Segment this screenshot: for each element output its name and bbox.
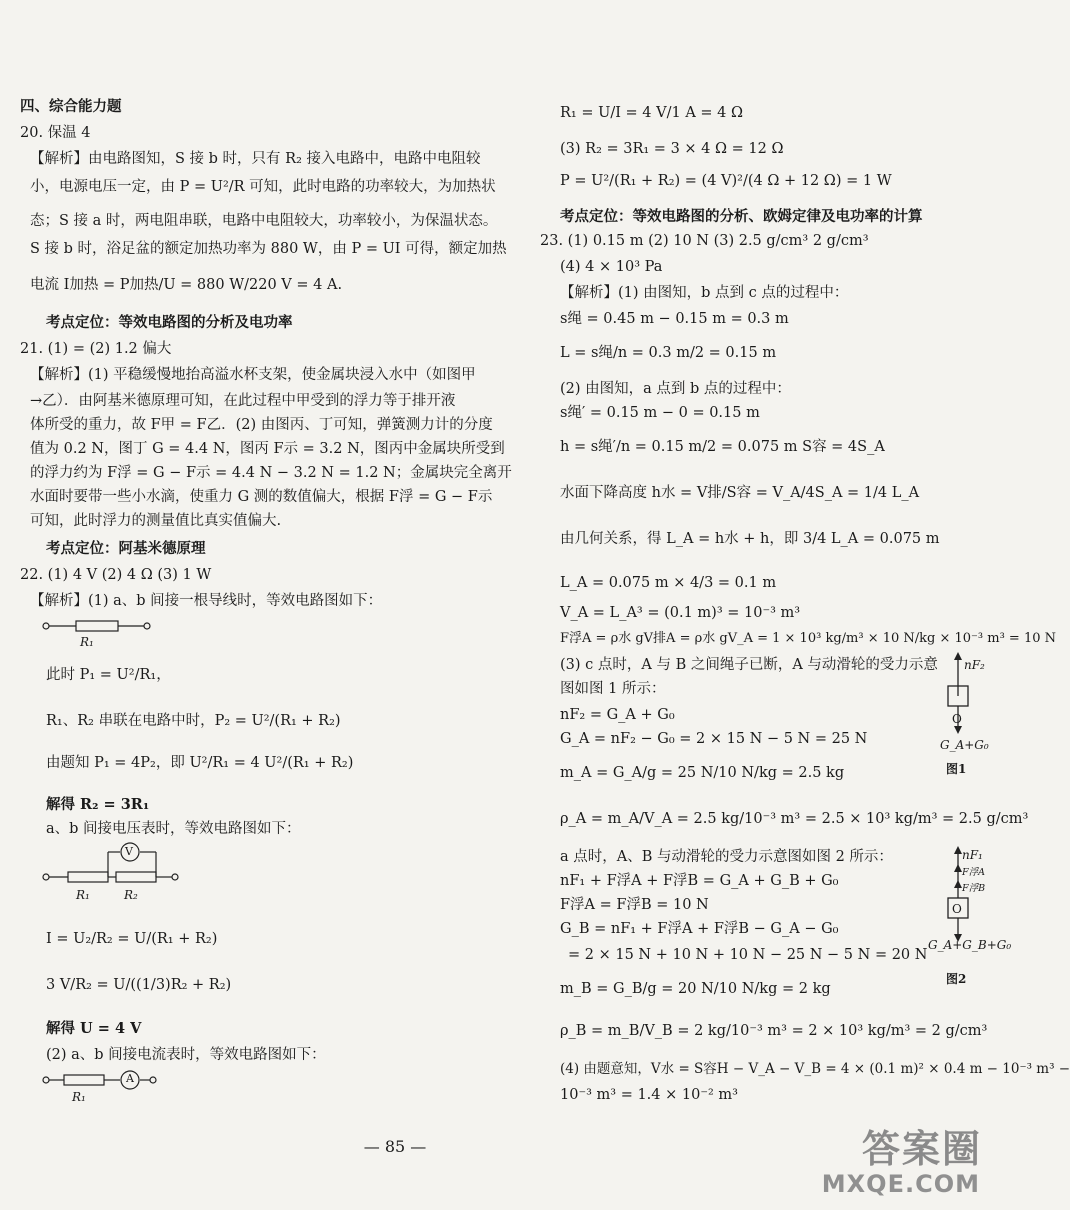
section-heading: 四、综合能力题 [20,98,122,115]
analysis-22-line-1: 【解析】(1) a、b 间接一根导线时，等效电路图如下： [30,593,383,609]
analysis-22-line-8: 3 V/R₂ = U/((1/3)R₂ + R₂) [46,977,232,993]
ammeter-label: A [126,1072,134,1085]
analysis-23-line-21: G_B = nF₁ + F浮A + F浮B − G_A − G₀ [560,921,839,937]
circuit-diagram-voltmeter [40,842,190,892]
answer-22: 22. (1) 4 V (2) 4 Ω (3) 1 W [20,567,212,583]
fig1-box-label: O [952,712,962,726]
calc-r2: (3) R₂ = 3R₁ = 3 × 4 Ω = 12 Ω [560,141,784,157]
analysis-23-line-6: h = s绳′/n = 0.15 m/2 = 0.075 m S容 = 4S_A [560,439,885,455]
analysis-23-line-10: V_A = L_A³ = (0.1 m)³ = 10⁻³ m³ [560,605,801,621]
fig2-box-label: O [952,902,962,916]
analysis-23-line-16: m_A = G_A/g = 25 N/10 N/kg = 2.5 kg [560,765,845,781]
watermark-logo: 答案圈 [861,1127,982,1171]
analysis-23-line-15: G_A = nF₂ − G₀ = 2 × 15 N − 5 N = 25 N [560,731,868,747]
circuit-diagram-ammeter [40,1068,190,1098]
analysis-21-line-1: 【解析】(1) 平稳缓慢地抬高溢水杯支架，使金属块浸入水中（如图甲 [30,367,476,383]
fig1-top-force: nF₂ [964,658,985,672]
analysis-22-line-2: 此时 P₁ = U²/R₁， [46,667,171,683]
analysis-23-line-18: a 点时，A、B 与动滑轮的受力示意图如图 2 所示： [560,849,893,865]
analysis-22-line-7: I = U₂/R₂ = U/(R₁ + R₂) [46,931,218,947]
voltmeter-label: V [125,845,133,858]
fig2-caption: 图2 [946,972,967,986]
calc-power: P = U²/(R₁ + R₂) = (4 V)²/(4 Ω + 12 Ω) = 1 W [560,173,892,189]
circuit-3-label: R₁ [72,1090,86,1104]
analysis-22-line-5: 解得 R₂ = 3R₁ [46,796,150,813]
topic-22: 考点定位：等效电路图的分析、欧姆定律及电功率的计算 [560,208,923,225]
analysis-21-line-2: →乙）．由阿基米德原理可知，在此过程中甲受到的浮力等于排开液 [30,393,456,409]
analysis-23-line-2: s绳 = 0.45 m − 0.15 m = 0.3 m [560,311,789,327]
analysis-23-line-19: nF₁ + F浮A + F浮B = G_A + G_B + G₀ [560,873,839,889]
fig1-bottom-force: G_A+G₀ [940,738,989,752]
analysis-23-line-11: F浮A = ρ水 gV排A = ρ水 gV_A = 1 × 10³ kg/m³ × 10 N/kg × 10⁻³ m³ = 10 N [560,631,1056,646]
analysis-20-line-2: 小，电源电压一定，由 P = U²/R 可知，此时电路的功率较大，为加热状 [30,179,496,195]
analysis-23-line-4: (2) 由图知，a 点到 b 点的过程中： [560,381,791,397]
analysis-23-line-14: nF₂ = G_A + G₀ [560,707,675,723]
analysis-21-line-3: 体所受的重力，故 F甲 = F乙．(2) 由图丙、丁可知，弹簧测力计的分度 [30,417,493,433]
analysis-21-line-5: 的浮力约为 F浮 = G − F示 = 4.4 N − 3.2 N = 1.2 N；金属块完全离开 [30,465,512,481]
analysis-22-line-4: 由题知 P₁ = 4P₂，即 U²/R₁ = 4 U²/(R₁ + R₂) [46,755,354,771]
answer-23-4: (4) 4 × 10³ Pa [560,259,663,275]
analysis-21-line-6: 水面时要带一些小水滴，使重力 G 测的数值偏大，根据 F浮 = G − F示 [30,489,493,505]
fig1-caption: 图1 [946,762,967,776]
analysis-22-line-10: (2) a、b 间接电流表时，等效电路图如下： [46,1047,326,1063]
analysis-20-line-4: S 接 b 时，浴足盆的额定加热功率为 880 W，由 P = UI 可得，额定加热 [30,241,507,257]
topic-20: 考点定位：等效电路图的分析及电功率 [46,314,293,331]
analysis-23-line-3: L = s绳/n = 0.3 m/2 = 0.15 m [560,345,777,361]
watermark-site: MXQE.COM [821,1170,980,1198]
analysis-20-line-3: 态；S 接 a 时，两电阻串联，电路中电阻较大，功率较小，为保温状态。 [30,213,498,229]
analysis-22-line-6: a、b 间接电压表时，等效电路图如下： [46,821,301,837]
circuit-1-label: R₁ [80,635,94,649]
analysis-22-line-3: R₁、R₂ 串联在电路中时，P₂ = U²/(R₁ + R₂) [46,713,341,729]
analysis-23-line-20: F浮A = F浮B = 10 N [560,897,709,913]
fig2-force-nf1: nF₁ [962,848,983,862]
analysis-23-line-13: 图如图 1 所示： [560,681,666,697]
answer-21: 21. (1) = (2) 1.2 偏大 [20,341,172,357]
analysis-22-line-9: 解得 U = 4 V [46,1020,142,1037]
fig2-force-buoyancy-a: F浮A [962,867,985,878]
analysis-23-line-17: ρ_A = m_A/V_A = 2.5 kg/10⁻³ m³ = 2.5 × 10³ kg/m³ = 2.5 g/cm³ [560,811,1029,827]
analysis-23-line-22: = 2 × 15 N + 10 N + 10 N − 25 N − 5 N = 20 N [568,947,928,963]
circuit-diagram-resistor [40,612,190,652]
topic-21: 考点定位：阿基米德原理 [46,540,206,557]
analysis-23-line-7: 水面下降高度 h水 = V排/S容 = V_A/4S_A = 1/4 L_A [560,485,920,501]
analysis-23-line-9: L_A = 0.075 m × 4/3 = 0.1 m [560,575,777,591]
analysis-21-line-7: 可知，此时浮力的测量值比真实值偏大. [30,513,282,529]
analysis-23-line-24: ρ_B = m_B/V_B = 2 kg/10⁻³ m³ = 2 × 10³ kg/m³ = 2 g/cm³ [560,1023,988,1039]
analysis-23-line-8: 由几何关系，得 L_A = h水 + h，即 3/4 L_A = 0.075 m [560,531,940,547]
answer-20: 20. 保温 4 [20,125,91,141]
analysis-23-line-5: s绳′ = 0.15 m − 0 = 0.15 m [560,405,760,421]
analysis-21-line-4: 值为 0.2 N，图丁 G = 4.4 N，图丙 F示 = 3.2 N，图丙中金属块所受到 [30,441,505,457]
circuit-2-label-r2: R₂ [124,888,138,902]
analysis-23-line-26: 10⁻³ m³ = 1.4 × 10⁻² m³ [560,1087,738,1103]
analysis-23-line-1: 【解析】(1) 由图知，b 点到 c 点的过程中： [560,285,849,301]
analysis-23-line-12: (3) c 点时，A 与 B 之间绳子已断，A 与动滑轮的受力示意 [560,657,938,673]
analysis-20-line-5: 电流 I加热 = P加热/U = 880 W/220 V = 4 A. [30,277,343,293]
fig2-force-buoyancy-b: F浮B [962,883,986,894]
circuit-2-label-r1: R₁ [76,888,90,902]
analysis-23-line-23: m_B = G_B/g = 20 N/10 N/kg = 2 kg [560,981,831,997]
analysis-23-line-25: (4) 由题意知，V水 = S容H − V_A − V_B = 4 × (0.1 m)² × 0.4 m − 10⁻³ m³ − [560,1061,1070,1077]
fig2-bottom-force: G_A+G_B+G₀ [928,938,1012,952]
analysis-20-line-1: 【解析】由电路图知，S 接 b 时，只有 R₂ 接入电路中，电路中电阻较 [30,151,481,167]
page-number: — 85 — [363,1137,427,1156]
answer-23: 23. (1) 0.15 m (2) 10 N (3) 2.5 g/cm³ 2 g/cm³ [540,233,869,249]
calc-r1: R₁ = U/I = 4 V/1 A = 4 Ω [560,105,744,121]
